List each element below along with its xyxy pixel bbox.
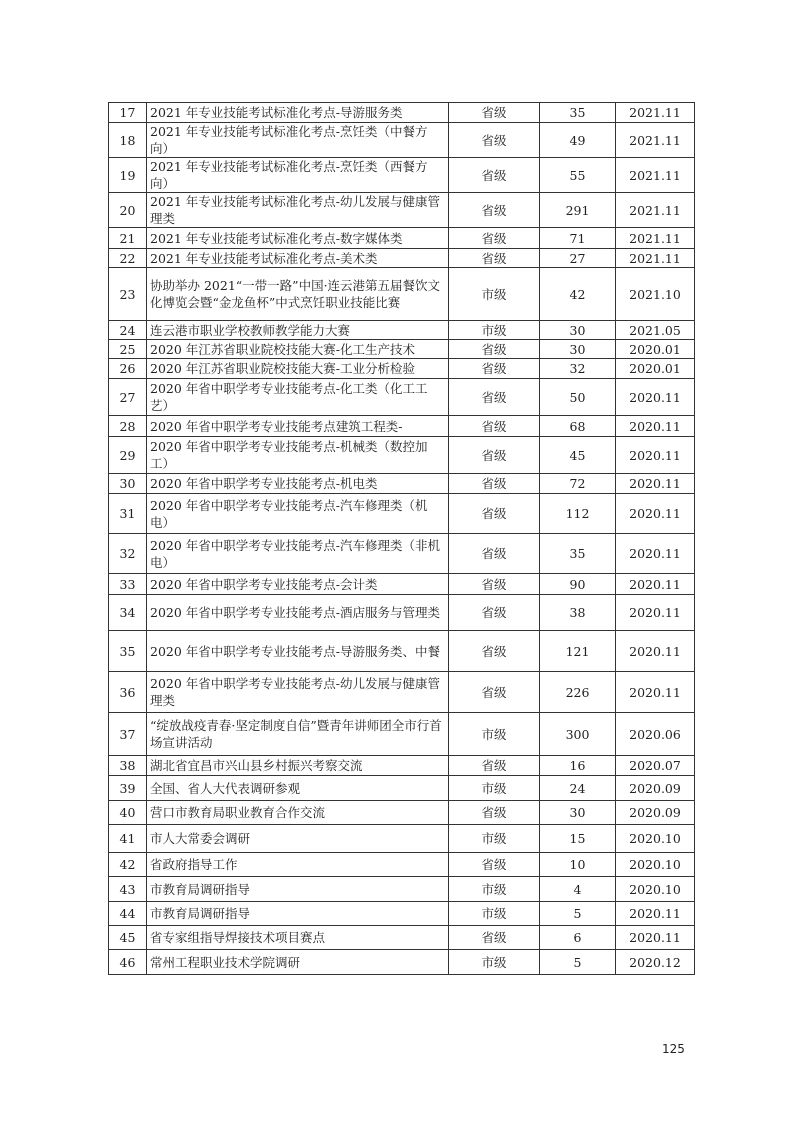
participant-count: 35 [540,534,616,574]
item-level: 省级 [449,672,540,713]
item-date: 2021.11 [616,103,695,123]
table-row [109,123,695,158]
table-row [109,801,695,825]
row-number: 44 [109,902,147,926]
table-row [109,193,695,228]
row-number: 20 [109,193,147,228]
row-number: 26 [109,359,147,379]
row-number: 23 [109,268,147,321]
row-number: 28 [109,416,147,437]
item-date: 2020.11 [616,595,695,631]
item-level: 省级 [449,801,540,825]
table-row [109,321,695,340]
item-level: 市级 [449,321,540,340]
item-level: 市级 [449,776,540,801]
item-level: 省级 [449,340,540,359]
item-level: 省级 [449,494,540,534]
item-name: 2021 年专业技能考试标准化考点-美术类 [147,249,449,268]
participant-count: 226 [540,672,616,713]
row-number: 33 [109,574,147,595]
item-date: 2020.09 [616,801,695,825]
row-number: 30 [109,474,147,494]
item-name: 全国、省人大代表调研参观 [147,776,449,801]
item-level: 市级 [449,877,540,902]
table-row [109,474,695,494]
page-number: 125 [662,1042,685,1056]
participant-count: 42 [540,268,616,321]
row-number: 35 [109,631,147,672]
item-level: 省级 [449,926,540,950]
item-date: 2020.11 [616,574,695,595]
participant-count: 71 [540,228,616,249]
item-date: 2021.10 [616,268,695,321]
item-name: 市人大常委会调研 [147,825,449,853]
item-level: 省级 [449,249,540,268]
table-row [109,631,695,672]
item-name: 2020 年江苏省职业院校技能大赛-工业分析检验 [147,359,449,379]
row-number: 43 [109,877,147,902]
row-number: 40 [109,801,147,825]
item-name: 湖北省宜昌市兴山县乡村振兴考察交流 [147,756,449,776]
item-date: 2020.10 [616,825,695,853]
table-body [109,103,695,975]
participant-count: 27 [540,249,616,268]
item-level: 省级 [449,123,540,158]
item-level: 省级 [449,437,540,474]
item-date: 2020.11 [616,379,695,416]
item-date: 2021.11 [616,158,695,193]
table-row [109,853,695,877]
item-name: 2021 年专业技能考试标准化考点-数字媒体类 [147,228,449,249]
item-name: 市教育局调研指导 [147,902,449,926]
item-level: 省级 [449,595,540,631]
item-level: 省级 [449,193,540,228]
item-date: 2021.11 [616,228,695,249]
row-number: 38 [109,756,147,776]
row-number: 19 [109,158,147,193]
row-number: 32 [109,534,147,574]
table-row [109,158,695,193]
table-row [109,902,695,926]
table-row [109,228,695,249]
item-name: 省专家组指导焊接技术项目赛点 [147,926,449,950]
item-name: 2020 年省中职学考专业技能考点-汽车修理类（机电） [147,494,449,534]
item-level: 省级 [449,228,540,249]
participant-count: 5 [540,950,616,975]
item-name: 营口市教育局职业教育合作交流 [147,801,449,825]
table-row [109,379,695,416]
row-number: 17 [109,103,147,123]
row-number: 34 [109,595,147,631]
participant-count: 4 [540,877,616,902]
participant-count: 68 [540,416,616,437]
item-date: 2020.11 [616,437,695,474]
participant-count: 112 [540,494,616,534]
table-row [109,776,695,801]
table-row [109,494,695,534]
table-row [109,926,695,950]
participant-count: 6 [540,926,616,950]
row-number: 42 [109,853,147,877]
participant-count: 55 [540,158,616,193]
row-number: 45 [109,926,147,950]
table-row [109,672,695,713]
item-date: 2021.11 [616,193,695,228]
item-level: 省级 [449,474,540,494]
row-number: 31 [109,494,147,534]
item-name: 2020 年省中职学考专业技能考点-酒店服务与管理类 [147,595,449,631]
table-row [109,249,695,268]
row-number: 22 [109,249,147,268]
item-date: 2020.11 [616,902,695,926]
participant-count: 38 [540,595,616,631]
table-row [109,268,695,321]
item-name: 2020 年省中职学考专业技能考点-导游服务类、中餐 [147,631,449,672]
participant-count: 24 [540,776,616,801]
data-table [108,102,695,975]
table-row [109,340,695,359]
item-date: 2020.11 [616,534,695,574]
item-date: 2021.05 [616,321,695,340]
item-date: 2020.11 [616,631,695,672]
item-date: 2020.06 [616,713,695,756]
item-name: 2020 年省中职学考专业技能考点-汽车修理类（非机电） [147,534,449,574]
item-level: 省级 [449,853,540,877]
item-level: 省级 [449,103,540,123]
participant-count: 30 [540,321,616,340]
item-level: 市级 [449,902,540,926]
item-name: “绽放战疫青春·坚定制度自信”暨青年讲师团全市行首场宣讲活动 [147,713,449,756]
row-number: 36 [109,672,147,713]
item-date: 2020.12 [616,950,695,975]
participant-count: 300 [540,713,616,756]
row-number: 24 [109,321,147,340]
participant-count: 291 [540,193,616,228]
participant-count: 50 [540,379,616,416]
table-row [109,534,695,574]
item-name: 2021 年专业技能考试标准化考点-导游服务类 [147,103,449,123]
participant-count: 32 [540,359,616,379]
participant-count: 49 [540,123,616,158]
table-row [109,574,695,595]
item-date: 2020.10 [616,853,695,877]
item-level: 省级 [449,631,540,672]
item-name: 省政府指导工作 [147,853,449,877]
item-level: 市级 [449,268,540,321]
item-name: 2020 年省中职学考专业技能考点建筑工程类- [147,416,449,437]
participant-count: 5 [540,902,616,926]
item-name: 2020 年省中职学考专业技能考点-会计类 [147,574,449,595]
row-number: 46 [109,950,147,975]
row-number: 39 [109,776,147,801]
table-row [109,950,695,975]
table-row [109,825,695,853]
table-row [109,595,695,631]
item-name: 2021 年专业技能考试标准化考点-烹饪类（中餐方向） [147,123,449,158]
item-name: 常州工程职业技术学院调研 [147,950,449,975]
table-row [109,359,695,379]
item-date: 2020.11 [616,926,695,950]
item-date: 2020.09 [616,776,695,801]
table-row [109,713,695,756]
item-level: 省级 [449,359,540,379]
table-row [109,877,695,902]
item-date: 2020.01 [616,340,695,359]
item-date: 2020.11 [616,416,695,437]
table-row [109,756,695,776]
item-name: 2020 年省中职学考专业技能考点-机械类（数控加工） [147,437,449,474]
item-date: 2020.11 [616,672,695,713]
participant-count: 10 [540,853,616,877]
item-level: 省级 [449,158,540,193]
row-number: 37 [109,713,147,756]
item-date: 2020.01 [616,359,695,379]
row-number: 21 [109,228,147,249]
item-level: 市级 [449,950,540,975]
row-number: 25 [109,340,147,359]
participant-count: 35 [540,103,616,123]
participant-count: 30 [540,340,616,359]
item-date: 2021.11 [616,123,695,158]
row-number: 29 [109,437,147,474]
item-level: 省级 [449,534,540,574]
item-level: 市级 [449,825,540,853]
participant-count: 15 [540,825,616,853]
row-number: 41 [109,825,147,853]
item-level: 省级 [449,574,540,595]
row-number: 27 [109,379,147,416]
participant-count: 16 [540,756,616,776]
item-date: 2020.10 [616,877,695,902]
table-row [109,437,695,474]
item-level: 市级 [449,713,540,756]
item-name: 市教育局调研指导 [147,877,449,902]
participant-count: 45 [540,437,616,474]
item-name: 协助举办 2021“一带一路”中国·连云港第五届餐饮文化博览会暨“金龙鱼杯”中式烹饪职业技能比赛 [147,268,449,321]
item-name: 2020 年江苏省职业院校技能大赛-化工生产技术 [147,340,449,359]
item-name: 2021 年专业技能考试标准化考点-烹饪类（西餐方向） [147,158,449,193]
participant-count: 72 [540,474,616,494]
item-date: 2020.11 [616,494,695,534]
item-name: 2021 年专业技能考试标准化考点-幼儿发展与健康管理类 [147,193,449,228]
item-name: 2020 年省中职学考专业技能考点-机电类 [147,474,449,494]
item-name: 连云港市职业学校教师教学能力大赛 [147,321,449,340]
item-name: 2020 年省中职学考专业技能考点-化工类（化工工艺） [147,379,449,416]
participant-count: 30 [540,801,616,825]
table-row [109,103,695,123]
table-row [109,416,695,437]
item-level: 省级 [449,379,540,416]
item-date: 2020.11 [616,474,695,494]
item-date: 2020.07 [616,756,695,776]
item-level: 省级 [449,756,540,776]
participant-count: 90 [540,574,616,595]
item-name: 2020 年省中职学考专业技能考点-幼儿发展与健康管理类 [147,672,449,713]
row-number: 18 [109,123,147,158]
participant-count: 121 [540,631,616,672]
item-date: 2021.11 [616,249,695,268]
item-level: 省级 [449,416,540,437]
